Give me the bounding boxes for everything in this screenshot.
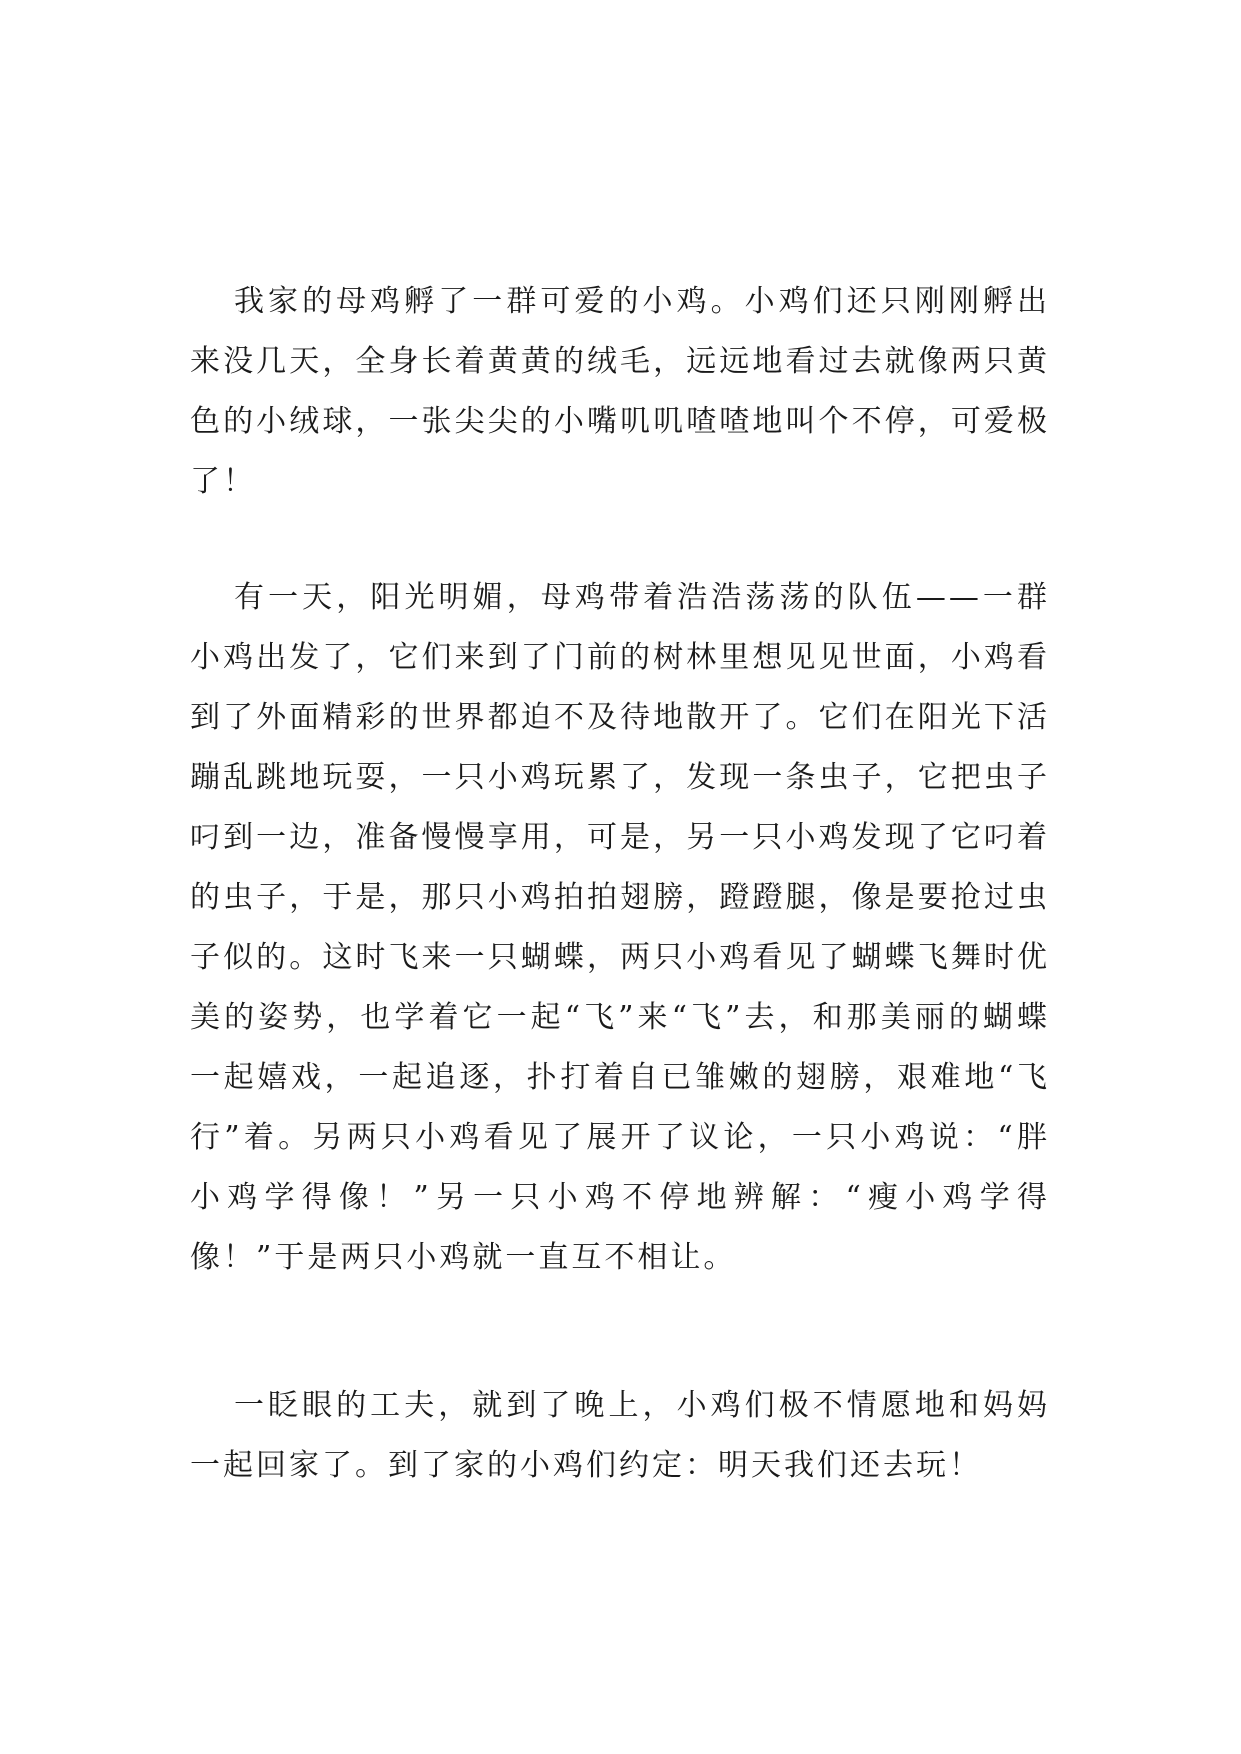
paragraph-1: 我家的母鸡孵了一群可爱的小鸡。小鸡们还只刚刚孵出来没几天，全身长着黄黄的绒毛，远远地看过去就像两只黄色的小绒球，一张尖尖的小嘴叽叽喳喳地叫个不停，可爱极了！: [190, 284, 1050, 499]
paragraph-3: 一眨眼的工夫，就到了晚上，小鸡们极不情愿地和妈妈一起回家了。到了家的小鸡们约定：明天我们还去玩！: [190, 1388, 1050, 1483]
paragraph-2: 有一天，阳光明媚，母鸡带着浩浩荡荡的队伍——一群小鸡出发了，它们来到了门前的树林里想见见世面，小鸡看到了外面精彩的世界都迫不及待地散开了。它们在阳光下活蹦乱跳地玩耍，一只小鸡玩累了，发现一条虫子，它把虫子叼到一边，准备慢慢享用，可是，另一只小鸡发现了它叼着的虫子，于是，那只小鸡拍拍翅膀，蹬蹬腿，像是要抢过虫子似的。这时飞来一只蝴蝶，两只小鸡看见了蝴蝶飞舞时优美的姿势，也学着它一起“飞”来“飞”去，和那美丽的蝴蝶一起嬉戏，一起追逐，扑打着自已雏嫩的翅膀，艰难地“飞行”着。另两只小鸡看见了展开了议论，一只小鸡说：“胖小鸡学得像！”另一只小鸡不停地辨解：“瘦小鸡学得像！”于是两只小鸡就一直互不相让。: [190, 580, 1050, 1275]
